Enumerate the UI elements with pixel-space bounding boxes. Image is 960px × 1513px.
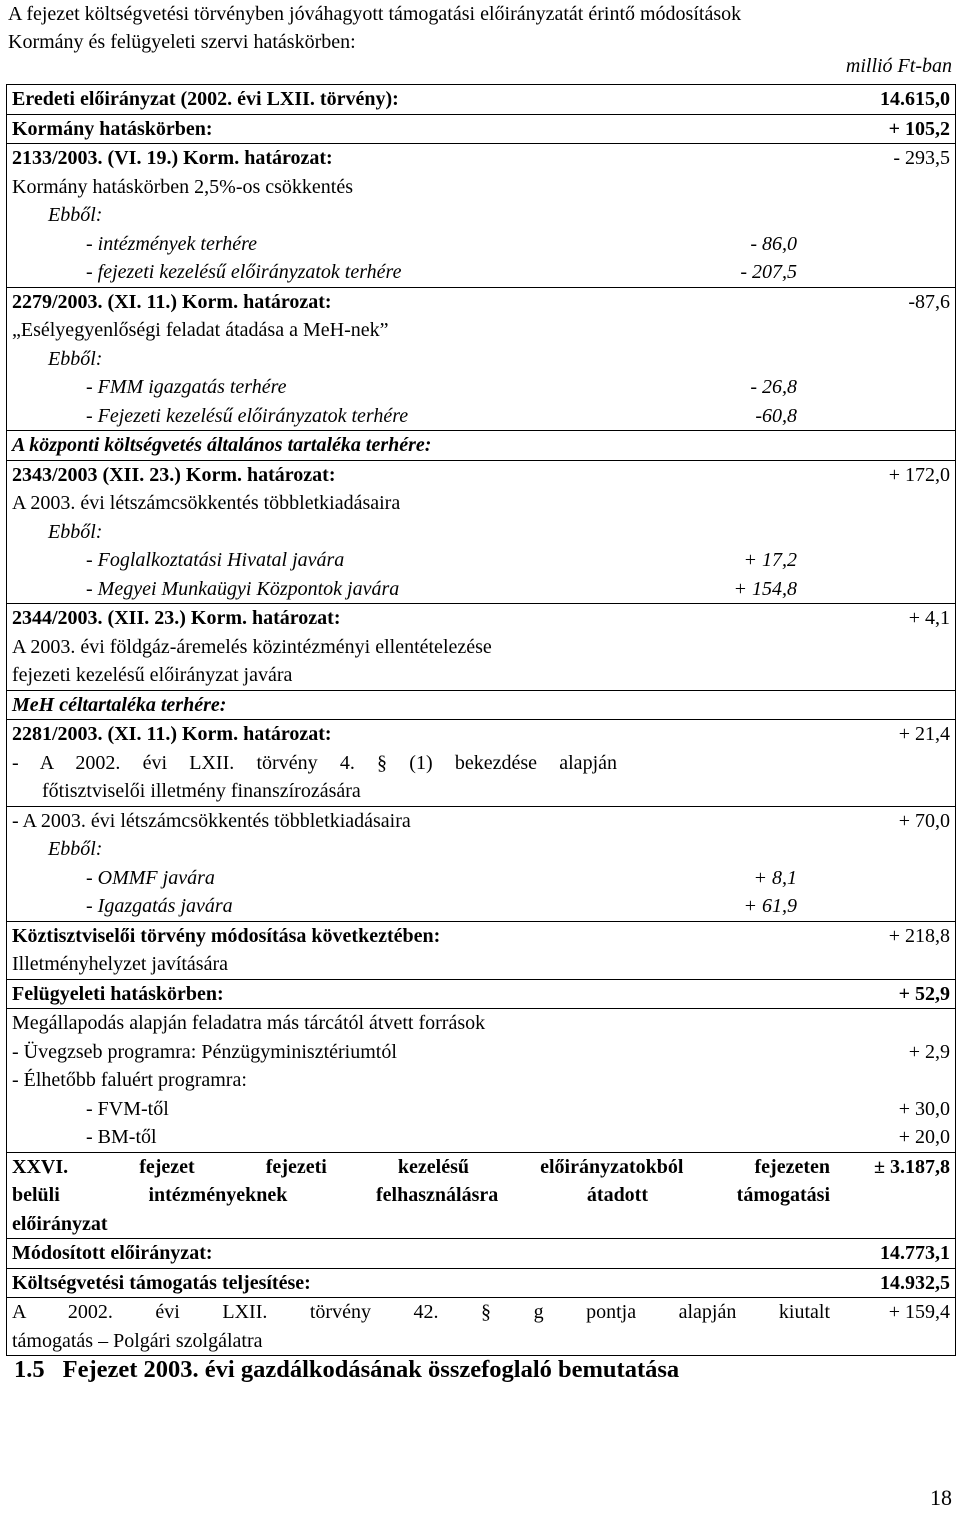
sub-item: - OMMF javára (86, 866, 215, 889)
resolution-title: 2279/2003. (XI. 11.) Korm. határozat: (12, 290, 332, 313)
row-label: támogatás – Polgári szolgálatra (12, 1329, 263, 1352)
ebbol-label: Ebből: (48, 838, 103, 860)
unit-label: millió Ft-ban (845, 55, 952, 77)
section-title: Fejezet 2003. évi gazdálkodásának összefoglaló bemutatása (62, 1356, 680, 1383)
row-label: előirányzat (12, 1212, 108, 1235)
row-label: - BM-től (86, 1126, 157, 1148)
row-label: Kormány hatáskörben: (12, 117, 213, 140)
resolution-desc: A 2003. évi földgáz-áremelés közintézményi ellentételezése (12, 635, 492, 658)
resolution-desc: Illetményhelyzet javítására (12, 953, 229, 975)
row-value: + 21,4 (898, 723, 950, 745)
resolution-title: 2343/2003 (XII. 23.) Korm. határozat: (12, 463, 336, 486)
resolution-title: 2133/2003. (VI. 19.) Korm. határozat: (12, 147, 333, 169)
row-value: 14.932,5 (880, 1271, 950, 1294)
row-value: + 30,0 (898, 1097, 950, 1120)
row-label: Felügyeleti hatáskörben: (12, 982, 224, 1005)
row-value: - 293,5 (893, 147, 950, 169)
table-row (7, 690, 956, 720)
resolution-desc: fejezeti kezelésű előirányzat javára (12, 664, 293, 686)
table-row (7, 806, 956, 921)
row-value: + 4,1 (908, 607, 950, 629)
resolution-desc: főtisztviselői illetmény finanszírozására (42, 780, 361, 802)
resolution-desc: - A 2003. évi létszámcsökkentés többletkiadásaira (12, 809, 411, 832)
sub-item: - fejezeti kezelésű előirányzatok terhére (86, 261, 402, 283)
intro-text (8, 0, 958, 56)
row-label: belüli intézményeknek felhasználásra átadott támogatási (12, 1184, 830, 1206)
resolution-desc: „Esélyegyenlőségi feladat átadása a MeH-nek” (12, 319, 389, 341)
resolution-title: 2281/2003. (XI. 11.) Korm. határozat: (12, 723, 332, 745)
row-value: + 105,2 (888, 117, 950, 140)
row-label: Megállapodás alapján feladatra más tárcától átvett források (12, 1012, 486, 1034)
table-row (7, 921, 956, 979)
ebbol-label: Ebből: (48, 520, 103, 543)
row-value: 14.773,1 (880, 1242, 950, 1264)
row-value: -87,6 (908, 290, 950, 313)
section-number: 1.5 (14, 1356, 45, 1383)
table-row (7, 1009, 956, 1153)
row-value: + 172,0 (888, 463, 950, 486)
sub-value: -60,8 (755, 404, 797, 427)
sub-item: - Igazgatás javára (86, 895, 233, 917)
table-row (7, 114, 956, 144)
row-label: Költségvetési támogatás teljesítése: (12, 1271, 311, 1294)
table-row (7, 1239, 956, 1269)
page-number: 18 (930, 1485, 952, 1510)
resolution-title: 2344/2003. (XII. 23.) Korm. határozat: (12, 607, 341, 629)
row-label: Módosított előirányzat: (12, 1242, 213, 1264)
sub-value: - 26,8 (750, 376, 797, 398)
intro-line-2: Kormány és felügyeleti szervi hatáskörben: (8, 31, 356, 53)
sub-value: - 207,5 (740, 261, 797, 283)
sub-value: + 154,8 (733, 577, 797, 600)
sub-item: - Foglalkoztatási Hivatal javára (86, 549, 345, 571)
table-row (7, 720, 956, 807)
table-row (7, 1268, 956, 1298)
section-heading (14, 1356, 679, 1385)
row-value: + 218,8 (888, 924, 950, 947)
sub-item: - FMM igazgatás terhére (86, 376, 287, 398)
row-value: + 159,4 (888, 1301, 950, 1323)
row-value: ± 3.187,8 (874, 1155, 950, 1178)
sub-value: - 86,0 (750, 232, 797, 255)
section-label: A központi költségvetés általános tartaléka terhére: (12, 434, 432, 456)
row-value: + 2,9 (908, 1040, 950, 1063)
sub-item: - intézmények terhére (86, 232, 258, 255)
resolution-desc: - A 2002. évi LXII. törvény 4. § (1) bekezdése alapján (12, 751, 617, 774)
row-value: + 52,9 (898, 982, 950, 1005)
row-label: - FVM-től (86, 1097, 169, 1120)
table-row (7, 85, 956, 115)
ebbol-label: Ebből: (48, 204, 103, 226)
row-label: - Élhetőbb faluért programra: (12, 1069, 247, 1091)
table-row (7, 1298, 956, 1356)
row-value: + 20,0 (898, 1126, 950, 1148)
resolution-desc: Kormány hatáskörben 2,5%-os csökkentés (12, 175, 354, 198)
table-row (7, 979, 956, 1009)
budget-modifications-table (6, 84, 956, 1356)
sub-item: - Megyei Munkaügyi Központok javára (86, 577, 400, 600)
sub-item: - Fejezeti kezelésű előirányzatok terhére (86, 404, 409, 427)
table-row (7, 460, 956, 604)
intro-line-1: A fejezet költségvetési törvényben jóváhagyott támogatási előirányzatát érintő módosítások (8, 3, 742, 25)
table-row (7, 431, 956, 461)
table-row (7, 144, 956, 288)
sub-value: + 17,2 (743, 549, 797, 571)
row-value: + 70,0 (898, 809, 950, 832)
row-label: Köztisztviselői törvény módosítása következtében: (12, 924, 441, 947)
row-value: 14.615,0 (880, 88, 950, 110)
ebbol-label: Ebből: (48, 347, 103, 370)
table-row (7, 604, 956, 691)
table-row (7, 287, 956, 431)
resolution-desc: A 2003. évi létszámcsökkentés többletkiadásaira (12, 492, 401, 514)
sub-value: + 61,9 (743, 895, 797, 917)
section-label: MeH céltartaléka terhére: (12, 693, 227, 716)
table-row (7, 1152, 956, 1239)
row-label: A 2002. évi LXII. törvény 42. § g pontja alapján kiutalt (12, 1301, 830, 1323)
row-label: - Üvegzseb programra: Pénzügyminisztériumtól (12, 1040, 397, 1063)
row-label: Eredeti előirányzat (2002. évi LXII. törvény): (12, 88, 399, 110)
row-label: XXVI. fejezet fejezeti kezelésű előirányzatokból fejezeten (12, 1155, 830, 1178)
sub-value: + 8,1 (753, 866, 797, 889)
